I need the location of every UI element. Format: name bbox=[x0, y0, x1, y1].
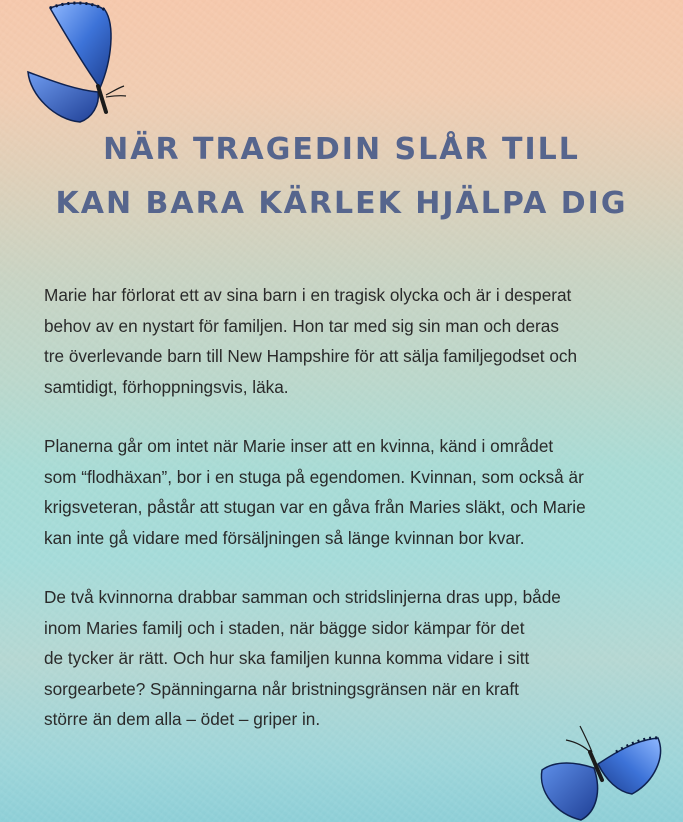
butterfly-icon bbox=[20, 0, 130, 130]
text-line: krigsveteran, påstår att stugan var en gåva från Maries släkt, och Marie bbox=[44, 497, 586, 517]
text-line: Planerna går om intet när Marie inser att en kvinna, känd i området bbox=[44, 436, 554, 456]
text-line: samtidigt, förhoppningsvis, läka. bbox=[44, 376, 289, 397]
text-line: De två kvinnorna drabbar samman och stridslinjerna dras upp, både bbox=[44, 587, 561, 607]
paragraph-2 bbox=[44, 431, 654, 553]
butterfly-icon bbox=[536, 722, 668, 822]
text-line: de tycker är rätt. Och hur ska familjen kunna komma vidare i sitt bbox=[44, 648, 530, 668]
blurb-text bbox=[44, 280, 654, 764]
headline-line-2: KAN BARA KÄRLEK HJÄLPA DIG bbox=[55, 186, 628, 221]
headline bbox=[0, 123, 683, 231]
headline-line-1: NÄR TRAGEDIN SLÅR TILL bbox=[103, 132, 580, 167]
text-line: tre överlevande barn till New Hampshire för att sälja familjegodset och bbox=[44, 346, 578, 366]
text-line: som “flodhäxan”, bor i en stuga på egendomen. Kvinnan, som också är bbox=[44, 466, 584, 487]
text-line: större än dem alla – ödet – griper in. bbox=[44, 709, 321, 729]
paragraph-1 bbox=[44, 280, 654, 402]
text-line: Marie har förlorat ett av sina barn i en tragisk olycka och är i desperat bbox=[44, 285, 572, 305]
text-line: inom Maries familj och i staden, när bägge sidor kämpar för det bbox=[44, 617, 525, 638]
text-line: behov av en nystart för familjen. Hon tar med sig sin man och deras bbox=[44, 315, 559, 336]
text-line: kan inte gå vidare med försäljningen så länge kvinnan bor kvar. bbox=[44, 527, 525, 548]
text-line: sorgearbete? Spänningarna når bristningsgränsen när en kraft bbox=[44, 678, 519, 699]
paragraph-3 bbox=[44, 582, 654, 735]
